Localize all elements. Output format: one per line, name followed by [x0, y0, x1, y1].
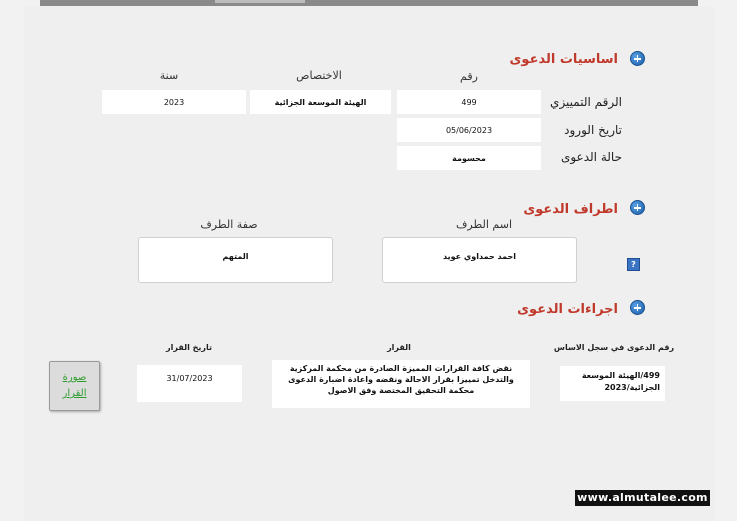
decision-image-button[interactable]: صورة القرار: [49, 361, 100, 411]
section-title-basics: اساسيات الدعوى: [509, 52, 618, 67]
expand-procedures-icon[interactable]: [630, 300, 645, 315]
top-tab[interactable]: [215, 0, 305, 3]
column-header-year: سنة: [159, 69, 179, 82]
party-role-field[interactable]: المتهم: [138, 237, 333, 283]
case-register-number-field[interactable]: 499/الهيئة الموسعة الجزائية/2023: [560, 366, 665, 401]
decision-date-field[interactable]: 31/07/2023: [137, 365, 242, 402]
column-header-case-register-number: رقم الدعوى في سجل الاساس: [553, 343, 675, 352]
column-header-specialty: الاختصاص: [296, 69, 342, 82]
help-icon[interactable]: ?: [627, 258, 640, 271]
expand-parties-icon[interactable]: [630, 200, 645, 215]
expand-basics-icon[interactable]: [630, 51, 645, 66]
cassation-number-label: الرقم التمييزي: [550, 95, 622, 109]
column-header-party-role: صفة الطرف: [200, 218, 258, 231]
column-header-decision-date: تاريخ القرار: [166, 343, 212, 352]
arrival-date-label: تاريخ الورود: [564, 123, 622, 137]
section-title-parties: اطراف الدعوى: [523, 202, 618, 217]
section-title-procedures: اجراءات الدعوى: [517, 302, 618, 317]
party-name-field[interactable]: احمد حمداوي عويد: [382, 237, 577, 283]
specialty-field[interactable]: الهيئة الموسعة الجزائية: [250, 90, 391, 114]
column-header-number: رقم: [460, 70, 478, 83]
column-header-party-name: اسم الطرف: [456, 218, 512, 231]
watermark: www.almutalee.com: [575, 490, 710, 506]
year-field[interactable]: 2023: [102, 90, 246, 114]
case-number-field[interactable]: 499: [397, 90, 541, 114]
case-status-label: حالة الدعوى: [560, 150, 622, 164]
arrival-date-field[interactable]: 05/06/2023: [397, 118, 541, 142]
decision-text-field[interactable]: نقض كافة القرارات المميزة الصادرة من محكمة المركزية والتدخل تمييزا بقرار الاحالة ونقضه واعادة اضبارة الدعوى محكمة التحقيق المختصة وفق الاصول: [272, 360, 530, 408]
column-header-decision: القرار: [387, 343, 411, 352]
case-status-field[interactable]: محسومة: [397, 146, 541, 170]
case-sheet: [24, 6, 714, 521]
